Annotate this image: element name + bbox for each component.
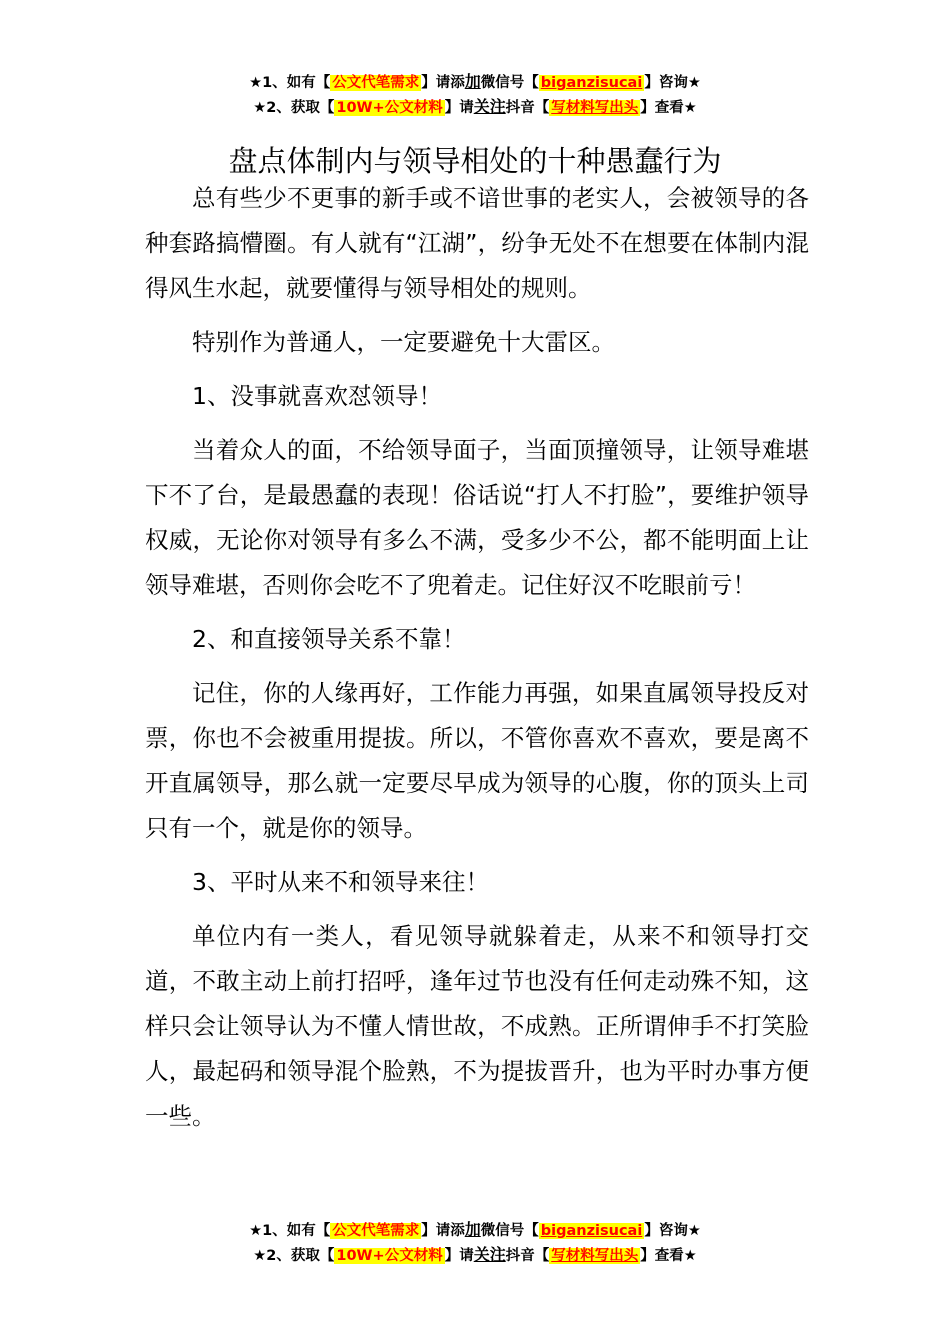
materials-highlight: 10W+公文材料: [336, 1248, 443, 1264]
lead-paragraph: 特别作为普通人，一定要避免十大雷区。: [192, 328, 615, 356]
service-highlight: 公文代笔需求: [332, 75, 420, 91]
service-highlight: 公文代笔需求: [332, 1223, 420, 1239]
section-heading: 3、平时从来不和领导来往！: [192, 868, 489, 896]
wechat-id-link[interactable]: biganzisucai: [540, 1223, 643, 1239]
document-body: [145, 176, 809, 1148]
section-body: 当着众人的面，不给领导面子，当面顶撞领导，让领导难堪下不了台，是最愚蠢的表现！俗话说“打人不打脸”，要维护领导权威，无论你对领导有多么不满，受多少不公，都不能明面上让领导难堪，否则你会吃不了兜着走。记住好汉不吃眼前亏！: [145, 436, 809, 599]
section-body: 单位内有一类人，看见领导就躲着走，从来不和领导打交道，不敢主动上前打招呼，逢年过节也没有任何走动殊不知，这样只会让领导认为不懂人情世故，不成熟。正所谓伸手不打笑脸人，最起码和领导混个脸熟，不为提拔晋升，也为平时办事方便一些。: [145, 922, 809, 1130]
douyin-account-link[interactable]: 写材料写出头: [551, 1248, 639, 1264]
materials-highlight: 10W+公文材料: [336, 100, 443, 116]
section-body: 记住，你的人缘再好，工作能力再强，如果直属领导投反对票，你也不会被重用提拔。所以，不管你喜欢不喜欢，要是离不开直属领导，那么就一定要尽早成为领导的心腹，你的顶头上司只有一个，就是你的领导。: [145, 679, 809, 842]
promo-banner-bottom: [0, 1218, 950, 1268]
intro-paragraph: 总有些少不更事的新手或不谙世事的老实人，会被领导的各种套路搞懵圈。有人就有“江湖”，纷争无处不在想要在体制内混得风生水起，就要懂得与领导相处的规则。: [145, 184, 809, 302]
promo-line-1: ★1、如有【 公文代笔需求 】请添加微信号【 biganzisucai 】咨询★: [249, 1220, 701, 1239]
promo-line-1: ★1、如有【 公文代笔需求 】请添加微信号【 biganzisucai 】咨询★: [249, 72, 701, 91]
document-title: 盘点体制内与领导相处的十种愚蠢行为: [228, 144, 722, 179]
promo-line-2: ★2、获取【 10W+公文材料 】请关注抖音【 写材料写出头 】查看★: [253, 97, 697, 116]
douyin-account-link[interactable]: 写材料写出头: [551, 100, 639, 116]
section-heading: 1、没事就喜欢怼领导！: [192, 382, 442, 410]
wechat-id-link[interactable]: biganzisucai: [540, 75, 643, 91]
promo-banner-top: [0, 70, 950, 120]
promo-line-2: ★2、获取【 10W+公文材料 】请关注抖音【 写材料写出头 】查看★: [253, 1245, 697, 1264]
section-heading: 2、和直接领导关系不靠！: [192, 625, 466, 653]
